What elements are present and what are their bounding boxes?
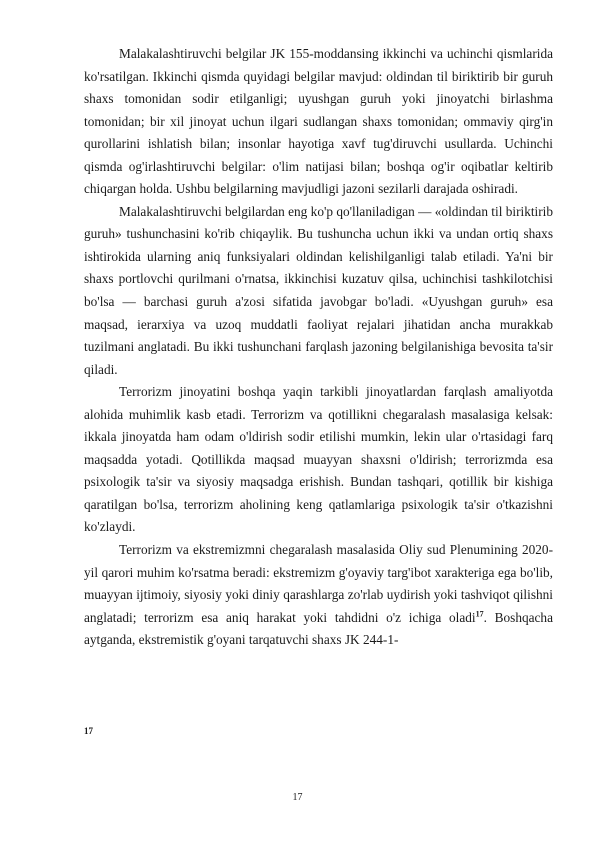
- paragraph-2: Malakalashtiruvchi belgilardan eng ko'p qo'llaniladigan — «oldindan til biriktirib guruh» tushunchasini ko'rib chiqaylik. Bu tushuncha uchun ikki va undan ortiq shaxs ishtirokida ularning aniq funksiyalari oldindan kelishilganligi talab etiladi. Ya'ni bir shaxs portlovchi qurilmani o'rnatsa, ikkinchisi kuzatuv qilsa, uchinchisi tashkilotchisi bo'lsa — barchasi guruh a'zosi sifatida javobgar bo'ladi. «Uyushgan guruh» esa maqsad, ierarxiya va uzoq muddatli faoliyat rejalari jihatidan ancha murakkab tuzilmani anglatadi. Bu ikki tushunchani farqlash jazoning belgilanishiga bevosita ta'sir qiladi.: [84, 203, 553, 377]
- paragraph-1: Malakalashtiruvchi belgilar JK 155-moddansing ikkinchi va uchinchi qismlarida ko'rsatilgan. Ikkinchi qismda quyidagi belgilar mavjud: oldindan til biriktirib bir guruh shaxs tomonidan sodir etilganligi; uyushgan guruh yoki jinoyatchi birlashma tomonidan; bir xil jinoyat uchun ilgari sudlangan shaxs tomonidan; ommaviy qirg'in qurollarini ishlatish bilan; insonlar hayotiga xavf tug'diruvchi usullarda. Uchinchi qismda og'irlashtiruvchi belgilar: o'lim natijasi bilan; boshqa og'ir oqibatlar keltirib chiqargan holda. Ushbu belgilarning mavjudligi jazoni sezilarli darajada oshiradi.: [84, 46, 553, 197]
- paragraph-3: Terrorizm jinoyatini boshqa yaqin tarkibli jinoyatlardan farqlash amaliyotda alohida muhimlik kasb etadi. Terrorizm va qotillikni chegaralash masalasiga kelsak: ikkala jinoyatda ham odam o'ldirish sodir etilishi mumkin, lekin ular o'rtasidagi farq maqsadda yotadi. Qotillikda maqsad muayyan shaxsni o'ldirish; terrorizmda esa psixologik ta'sir va siyosiy maqsadga erishish. Bundan tashqari, qotillik bir kishiga qaratilgan bo'lsa, terrorizm aholining keng qatlamlariga psixologik ta'sir o'tkazishni ko'zlaydi.: [84, 384, 553, 535]
- body-text: [84, 43, 553, 652]
- paragraph-4-continuation: . Boshqacha aytganda, ekstremistik g'oyani tarqatuvchi shaxs JK 244-1-: [84, 609, 553, 648]
- footnote-reference[interactable]: 17: [475, 609, 484, 619]
- paragraph-4: [84, 539, 553, 652]
- page-number: 17: [292, 792, 303, 803]
- footnote-number: 17: [84, 726, 93, 736]
- paragraph-4-text: Terrorizm va ekstremizmni chegaralash masalasida Oliy sud Plenumining 2020-yil qarori muhim ko'rsatma beradi: ekstremizm g'oyaviy targ'ibot xarakteriga ega bo'lib, muayyan ijtimoiy, siyosiy yoki diniy qarashlarga zo'rlab uydirish yoki tashviqot qilishni anglatadi; terrorizm esa aniq harakat yoki tahdidni o'z ichiga oladi: [84, 542, 553, 625]
